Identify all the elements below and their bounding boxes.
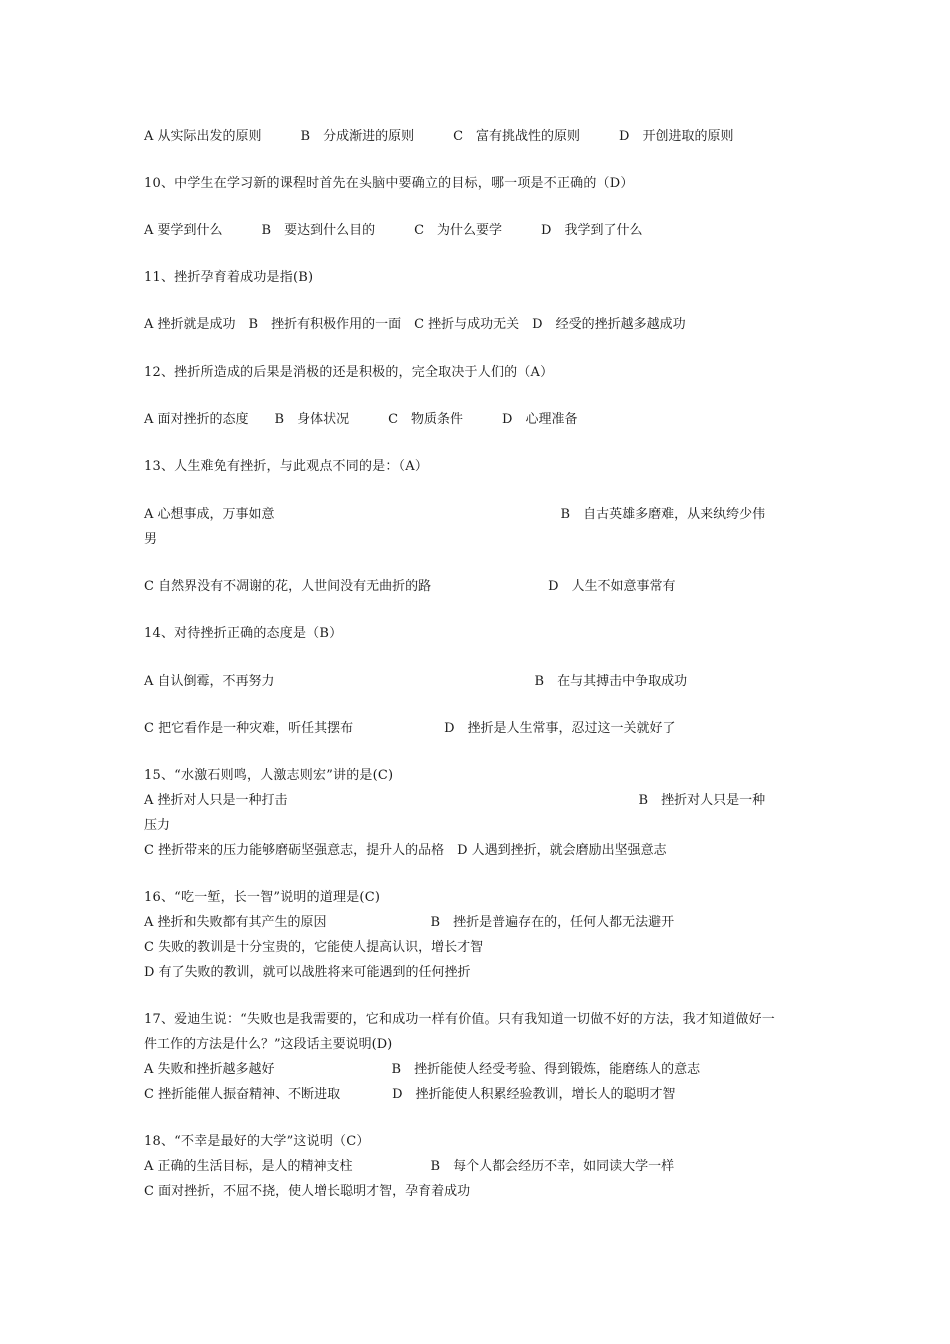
option-line: C 挫折能催人振奋精神、不断进取 D 挫折能使人积累经验教训，增长人的聪明才智 <box>144 1087 676 1102</box>
option-line: A 面对挫折的态度 B 身体状况 C 物质条件 D 心理准备 <box>144 412 578 427</box>
question-17-wrap: 件工作的方法是什么？”这段话主要说明(D) <box>144 1037 393 1052</box>
question-14: 14、对待挫折正确的态度是（B） <box>144 626 343 641</box>
option-line: C 把它看作是一种灾难，听任其摆布 D 挫折是人生常事，忍过这一关就好了 <box>144 721 676 736</box>
option-line: C 自然界没有不凋谢的花，人世间没有无曲折的路 D 人生不如意事常有 <box>144 579 676 594</box>
option-line: A 失败和挫折越多越好 B 挫折能使人经受考验、得到锻炼，能磨练人的意志 <box>144 1062 701 1077</box>
question-17: 17、爱迪生说：“失败也是我需要的，它和成功一样有价值。只有我知道一切做不好的方法，我才知道做好一 <box>144 1012 775 1027</box>
question-18: 18、“不幸是最好的大学”这说明（C） <box>144 1134 370 1149</box>
option-line: A 正确的生活目标，是人的精神支柱 B 每个人都会经历不幸，如同读大学一样 <box>144 1159 675 1174</box>
question-16: 16、“吃一堑，长一智”说明的道理是(C) <box>144 890 381 905</box>
option-line: A 心想事成，万事如意 B 自古英雄多磨难，从来纨绔少伟 <box>144 507 766 522</box>
option-line-wrap: 男 <box>144 532 158 547</box>
option-line: A 挫折对人只是一种打击 B 挫折对人只是一种 <box>144 793 766 808</box>
option-line-wrap: 压力 <box>144 818 171 833</box>
question-10: 10、中学生在学习新的课程时首先在头脑中要确立的目标，哪一项是不正确的（D） <box>144 176 634 191</box>
question-13: 13、人生难免有挫折，与此观点不同的是：（A） <box>144 459 429 474</box>
question-11: 11、挫折孕育着成功是指(B) <box>144 270 314 285</box>
option-line: A 自认倒霉，不再努力 B 在与其搏击中争取成功 <box>144 674 688 689</box>
option-line: C 挫折带来的压力能够磨砺坚强意志，提升人的品格 D 人遇到挫折，就会磨励出坚强意志 <box>144 843 667 858</box>
option-line: D 有了失败的教训，就可以战胜将来可能遇到的任何挫折 <box>144 965 471 980</box>
option-line: A 挫折就是成功 B 挫折有积极作用的一面 C 挫折与成功无关 D 经受的挫折越多越成功 <box>144 317 686 332</box>
option-line: A 要学到什么 B 要达到什么目的 C 为什么要学 D 我学到了什么 <box>144 223 643 238</box>
question-15: 15、“水激石则鸣，人激志则宏”讲的是(C) <box>144 768 394 783</box>
option-line: A 挫折和失败都有其产生的原因 B 挫折是普遍存在的，任何人都无法避开 <box>144 915 675 930</box>
question-12: 12、挫折所造成的后果是消极的还是积极的，完全取决于人们的（A） <box>144 365 554 380</box>
option-line: C 失败的教训是十分宝贵的，它能使人提高认识，增长才智 <box>144 940 484 955</box>
option-line: C 面对挫折，不屈不挠，使人增长聪明才智，孕育着成功 <box>144 1184 471 1199</box>
option-line: A 从实际出发的原则 B 分成渐进的原则 C 富有挑战性的原则 D 开创进取的原则 <box>144 129 734 144</box>
